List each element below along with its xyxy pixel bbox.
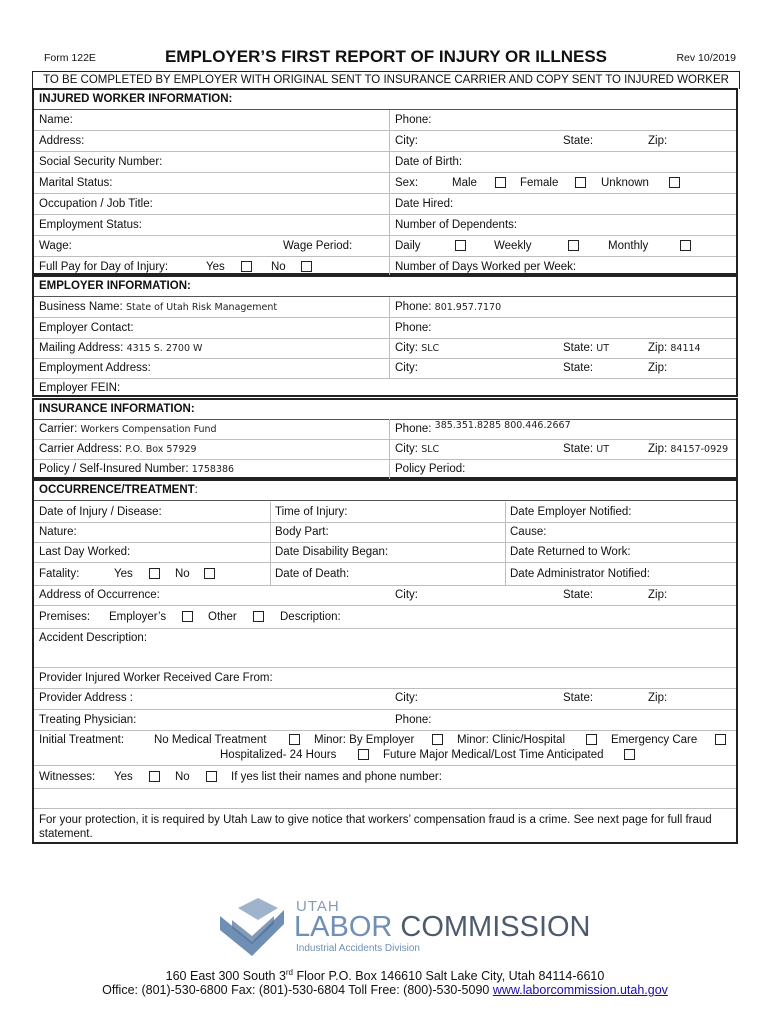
- witnesses-no-checkbox[interactable]: [206, 766, 217, 788]
- address-label: Address:: [39, 135, 85, 147]
- footer-phones: Office: (801)-530-6800 Fax: (801)-530-6804 Toll Free: (800)-530-5090: [102, 983, 493, 997]
- worker-row-wage[interactable]: [34, 236, 736, 257]
- policy-label: Policy / Self-Insured Number:: [39, 463, 189, 475]
- accident-description-label: Accident Description:: [39, 632, 148, 644]
- witnesses-yes-label: Yes: [114, 771, 133, 783]
- occ-row-witnesses[interactable]: [34, 766, 736, 789]
- time-injury-label: Time of Injury:: [275, 506, 348, 518]
- policy-period-label: Policy Period:: [395, 463, 466, 475]
- form-number: Form 122E: [44, 52, 96, 64]
- phone-value[interactable]: 801.957.7170: [434, 302, 502, 313]
- emergency-checkbox[interactable]: [715, 733, 726, 748]
- footer-address-a: 160 East 300 South 3: [165, 969, 286, 984]
- daily-checkbox[interactable]: [455, 236, 466, 256]
- future-major-label: Future Major Medical/Lost Time Anticipated: [383, 749, 604, 761]
- wage-label: Wage:: [39, 240, 72, 252]
- city-label: City:: [395, 135, 418, 147]
- provider-label: Provider Injured Worker Received Care From:: [39, 672, 273, 684]
- witnesses-yes-checkbox[interactable]: [149, 766, 160, 788]
- instructions: TO BE COMPLETED BY EMPLOYER WITH ORIGINAL SENT TO INSURANCE CARRIER AND COPY SENT TO INJURED WORKER: [32, 71, 740, 89]
- admin-notified-label: Date Administrator Notified:: [510, 568, 650, 580]
- witnesses-no-label: No: [175, 771, 190, 783]
- sex-label: Sex:: [395, 177, 419, 189]
- emergency-label: Emergency Care: [611, 734, 698, 746]
- physician-label: Treating Physician:: [39, 714, 137, 726]
- other-label: Other: [208, 611, 237, 623]
- city-value[interactable]: SLC: [421, 343, 440, 354]
- occ-row-accident[interactable]: [34, 628, 736, 668]
- worker-row-occupation[interactable]: [34, 194, 736, 215]
- fatality-yes-checkbox[interactable]: [149, 563, 160, 585]
- days-worked-label: Number of Days Worked per Week:: [395, 261, 577, 273]
- website-link[interactable]: www.laborcommission.utah.gov: [492, 983, 668, 997]
- provider-zip-label: Zip:: [648, 692, 668, 704]
- business-name-value[interactable]: State of Utah Risk Management: [125, 302, 278, 313]
- contact-label: Employer Contact:: [39, 322, 134, 334]
- body-part-label: Body Part:: [275, 526, 329, 538]
- initial-treatment-label: Initial Treatment:: [39, 734, 125, 746]
- provider-address-label: Provider Address :: [39, 692, 133, 704]
- employment-status-label: Employment Status:: [39, 219, 142, 231]
- phone-label: Phone:: [395, 114, 432, 126]
- dob-label: Date of Birth:: [395, 156, 463, 168]
- state2-label: State:: [563, 362, 594, 374]
- fatality-no-checkbox[interactable]: [204, 563, 215, 585]
- mailing-value[interactable]: 4315 S. 2700 W: [126, 343, 203, 354]
- employers-checkbox[interactable]: [182, 606, 193, 628]
- section-label: INSURANCE INFORMATION:: [39, 403, 195, 415]
- date-injury-label: Date of Injury / Disease:: [39, 506, 162, 518]
- minor-clinic-checkbox[interactable]: [586, 733, 597, 748]
- worker-row-fullpay[interactable]: [34, 257, 736, 277]
- phone-label: Phone:: [395, 423, 432, 435]
- other-checkbox[interactable]: [253, 606, 264, 628]
- section-colon: :: [194, 484, 198, 496]
- phone-label: Phone:: [395, 301, 432, 313]
- logo-commission: COMMISSION: [400, 911, 591, 943]
- fraud-notice-row: [34, 810, 736, 844]
- fatality-no-label: No: [175, 568, 190, 580]
- no-medical-label: No Medical Treatment: [154, 734, 267, 746]
- employment-address-label: Employment Address:: [39, 362, 151, 374]
- female-checkbox[interactable]: [575, 173, 586, 193]
- state-value[interactable]: UT: [596, 343, 610, 354]
- full-pay-yes-label: Yes: [206, 261, 225, 273]
- logo-labor: LABOR: [294, 911, 393, 943]
- returned-label: Date Returned to Work:: [510, 546, 631, 558]
- section-label: OCCURRENCE/TREATMENT: [39, 484, 195, 496]
- occ-row-witness-blank[interactable]: [34, 788, 736, 809]
- zip-label: Zip:: [648, 135, 668, 147]
- zip-value[interactable]: 84114: [670, 343, 701, 354]
- male-label: Male: [452, 177, 477, 189]
- occ-row-physician[interactable]: [34, 710, 736, 731]
- zip2-label: Zip:: [648, 362, 668, 374]
- name-label: Name:: [39, 114, 73, 126]
- occ-row-fatality[interactable]: [34, 563, 736, 586]
- minor-employer-label: Minor: By Employer: [314, 734, 415, 746]
- minor-clinic-label: Minor: Clinic/Hospital: [457, 734, 566, 746]
- footer-address: [0, 968, 770, 983]
- monthly-label: Monthly: [608, 240, 649, 252]
- worker-row-ssn[interactable]: [34, 152, 736, 173]
- employers-label: Employer’s: [109, 611, 167, 623]
- dependents-label: Number of Dependents:: [395, 219, 518, 231]
- fraud-notice: For your protection, it is required by Utah Law to give notice that workers’ compensation fraud is a crime. See next page for full fraud statement.: [39, 814, 712, 840]
- employer-section: [32, 275, 738, 397]
- fatality-label: Fatality:: [39, 568, 80, 580]
- state-value[interactable]: UT: [596, 444, 610, 455]
- phone-value[interactable]: 385.351.8285 800.446.2667: [434, 420, 571, 431]
- footer-address-b: Floor P.O. Box 146610 Salt Lake City, Utah 84114-6610: [293, 969, 605, 984]
- carrier-address-label: Carrier Address:: [39, 443, 123, 455]
- employer-row-fein[interactable]: [34, 378, 736, 398]
- physician-phone-label: Phone:: [395, 714, 432, 726]
- disability-began-label: Date Disability Began:: [275, 546, 389, 558]
- page-title: EMPLOYER’S FIRST REPORT OF INJURY OR ILLNESS: [164, 47, 608, 66]
- worker-row-marital[interactable]: [34, 173, 736, 194]
- worker-row-address[interactable]: [34, 131, 736, 152]
- occ-row-provider-address[interactable]: [34, 688, 736, 710]
- last-day-label: Last Day Worked:: [39, 546, 131, 558]
- cause-label: Cause:: [510, 526, 547, 538]
- occ-row-nature[interactable]: [34, 522, 736, 543]
- daily-label: Daily: [395, 240, 421, 252]
- no-medical-checkbox[interactable]: [289, 733, 300, 748]
- nature-label: Nature:: [39, 526, 77, 538]
- state-label: State:: [563, 342, 594, 354]
- section-title-worker: [34, 90, 736, 110]
- wage-period-label: Wage Period:: [283, 240, 353, 252]
- hospitalized-checkbox[interactable]: [358, 748, 369, 763]
- description-label: Description:: [280, 611, 341, 623]
- address-occurrence-label: Address of Occurrence:: [39, 589, 160, 601]
- minor-employer-checkbox[interactable]: [432, 733, 443, 748]
- provider-state-label: State:: [563, 692, 594, 704]
- section-title-occurrence: [34, 481, 736, 501]
- carrier-value[interactable]: Workers Compensation Fund: [80, 424, 217, 435]
- city-label: City:: [395, 589, 418, 601]
- worker-row-name[interactable]: [34, 110, 736, 131]
- male-checkbox[interactable]: [495, 173, 506, 193]
- full-pay-label: Full Pay for Day of Injury:: [39, 261, 169, 273]
- state-label: State:: [563, 443, 594, 455]
- zip-label: Zip:: [648, 342, 668, 354]
- employer-row-contact[interactable]: [34, 318, 736, 339]
- witnesses-label: Witnesses:: [39, 771, 96, 783]
- insurance-row-address[interactable]: [34, 439, 736, 460]
- section-title-employer: [34, 277, 736, 297]
- insurance-section: [32, 398, 738, 479]
- full-pay-no-checkbox[interactable]: [301, 257, 312, 277]
- section-label: INJURED WORKER INFORMATION:: [39, 93, 233, 105]
- employer-row-mailing[interactable]: [34, 338, 736, 359]
- weekly-checkbox[interactable]: [568, 236, 579, 256]
- fatality-yes-label: Yes: [114, 568, 133, 580]
- insurance-row-policy[interactable]: [34, 459, 736, 479]
- occurrence-section: [32, 479, 738, 844]
- occ-row-provider[interactable]: [34, 668, 736, 689]
- occupation-label: Occupation / Job Title:: [39, 198, 153, 210]
- city-value[interactable]: SLC: [421, 444, 440, 455]
- female-label: Female: [520, 177, 559, 189]
- utah-state-icon: [218, 898, 298, 960]
- date-notified-label: Date Employer Notified:: [510, 506, 632, 518]
- mailing-label: Mailing Address:: [39, 342, 124, 354]
- monthly-checkbox[interactable]: [680, 236, 691, 256]
- footer-address-sup: rd: [285, 968, 294, 977]
- city-label: City:: [395, 443, 418, 455]
- full-pay-yes-checkbox[interactable]: [241, 257, 252, 277]
- date-hired-label: Date Hired:: [395, 198, 454, 210]
- logo-division: Industrial Accidents Division: [296, 943, 420, 954]
- weekly-label: Weekly: [494, 240, 532, 252]
- employer-row-business[interactable]: [34, 297, 736, 318]
- provider-city-label: City:: [395, 692, 418, 704]
- worker-row-employment[interactable]: [34, 215, 736, 236]
- marital-label: Marital Status:: [39, 177, 113, 189]
- section-label: EMPLOYER INFORMATION:: [39, 280, 191, 292]
- logo-utah: UTAH: [296, 898, 340, 915]
- premises-label: Premises:: [39, 611, 91, 623]
- full-pay-no-label: No: [271, 261, 286, 273]
- city-label: City:: [395, 342, 418, 354]
- zip-value[interactable]: 84157-0929: [670, 444, 729, 455]
- unknown-label: Unknown: [601, 177, 649, 189]
- business-name-label: Business Name:: [39, 301, 123, 313]
- ssn-label: Social Security Number:: [39, 156, 163, 168]
- carrier-address-value[interactable]: P.O. Box 57929: [125, 444, 197, 455]
- witnesses-note: If yes list their names and phone number:: [231, 771, 442, 783]
- future-major-checkbox[interactable]: [624, 748, 635, 763]
- form-header: [34, 47, 738, 71]
- state-label: State:: [563, 589, 594, 601]
- occ-row-date[interactable]: [34, 502, 736, 523]
- occ-row-lastday[interactable]: [34, 542, 736, 563]
- worker-section: [32, 88, 738, 275]
- city2-label: City:: [395, 362, 418, 374]
- insurance-row-carrier[interactable]: [34, 419, 736, 440]
- revision-date: Rev 10/2019: [676, 52, 736, 64]
- fein-label: Employer FEIN:: [39, 382, 121, 394]
- occ-row-premises[interactable]: [34, 606, 736, 629]
- hospitalized-label: Hospitalized- 24 Hours: [220, 749, 337, 761]
- footer-contact: [0, 983, 770, 997]
- occ-row-address[interactable]: [34, 585, 736, 606]
- contact-phone-label: Phone:: [395, 322, 432, 334]
- occ-row-treatment[interactable]: [34, 731, 736, 766]
- zip-label: Zip:: [648, 589, 668, 601]
- labor-commission-logo: [218, 898, 591, 958]
- zip-label: Zip:: [648, 443, 668, 455]
- carrier-label: Carrier:: [39, 423, 78, 435]
- section-title-insurance: [34, 400, 736, 420]
- policy-value[interactable]: 1758386: [191, 464, 235, 475]
- employer-row-emp-address[interactable]: [34, 358, 736, 379]
- unknown-checkbox[interactable]: [669, 173, 680, 193]
- state-label: State:: [563, 135, 594, 147]
- date-death-label: Date of Death:: [275, 568, 350, 580]
